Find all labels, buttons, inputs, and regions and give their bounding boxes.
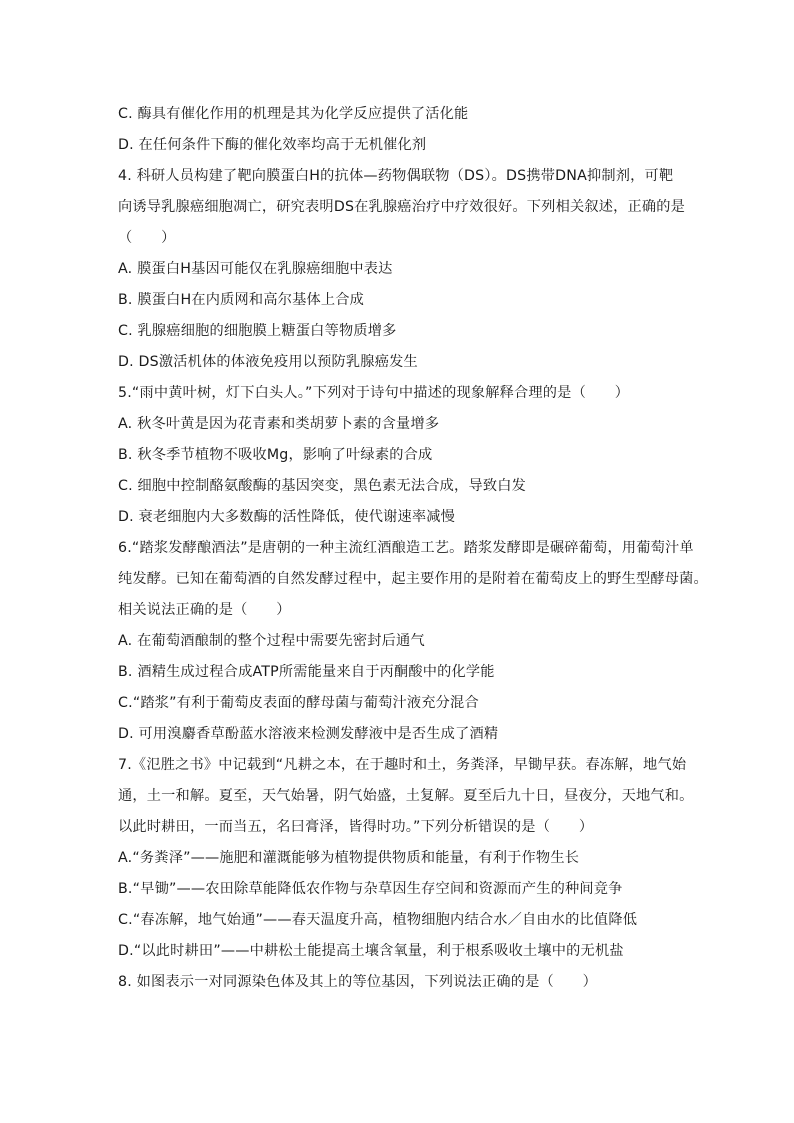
- option-7b: B.“早锄”——农田除草能降低农作物与杂草因生存空间和资源而产生的种间竞争: [118, 881, 623, 897]
- question-4-stem-line-1: 4. 科研人员构建了靶向膜蛋白H的抗体—药物偶联物（DS）。DS携带DNA抑制剂，可靶: [118, 168, 674, 184]
- question-4-answer-bracket: （ ）: [118, 230, 176, 246]
- question-7-stem-line-1: 7.《氾胜之书》中记载到“凡耕之本，在于趣时和土，务粪泽，早锄早获。春冻解，地气始: [118, 757, 687, 773]
- option-3c: C. 酶具有催化作用的机理是其为化学反应提供了活化能: [118, 106, 469, 122]
- option-6d: D. 可用溴麝香草酚蓝水溶液来检测发酵液中是否生成了酒精: [118, 726, 499, 742]
- question-6-stem-line-3: 相关说法正确的是（ ）: [118, 602, 291, 618]
- option-4d: D. DS激活机体的体液免疫用以预防乳腺癌发生: [118, 354, 418, 370]
- option-4a: A. 膜蛋白H基因可能仅在乳腺癌细胞中表达: [118, 261, 393, 277]
- option-4b: B. 膜蛋白H在内质网和高尔基体上合成: [118, 292, 365, 308]
- option-6b: B. 酒精生成过程合成ATP所需能量来自于丙酮酸中的化学能: [118, 664, 495, 680]
- question-6-stem-line-1: 6.“踏浆发酵酿酒法”是唐朝的一种主流红酒酿造工艺。踏浆发酵即是碾碎葡萄，用葡萄汁单: [118, 540, 694, 556]
- option-7d: D.“以此时耕田”——中耕松土能提高土壤含氧量，利于根系吸收土壤中的无机盐: [118, 943, 624, 959]
- question-8-stem: 8. 如图表示一对同源染色体及其上的等位基因，下列说法正确的是（ ）: [118, 974, 598, 990]
- question-4-stem-line-2: 向诱导乳腺癌细胞凋亡，研究表明DS在乳腺癌治疗中疗效很好。下列相关叙述，正确的是: [118, 199, 686, 215]
- question-7-stem-line-2: 通，土一和解。夏至，天气始暑，阴气始盛，土复解。夏至后九十日，昼夜分，天地气和。: [118, 788, 694, 804]
- question-5-stem: 5.“雨中黄叶树，灯下白头人。”下列对于诗句中描述的现象解释合理的是（ ）: [118, 385, 630, 401]
- option-7a: A.“务粪泽”——施肥和灌溉能够为植物提供物质和能量，有利于作物生长: [118, 850, 580, 866]
- option-5b: B. 秋冬季节植物不吸收Mg，影响了叶绿素的合成: [118, 447, 433, 463]
- question-7-stem-line-3: 以此时耕田，一而当五，名曰膏泽，皆得时功。”下列分析错误的是（ ）: [118, 819, 594, 835]
- question-6-stem-line-2: 纯发酵。已知在葡萄酒的自然发酵过程中，起主要作用的是附着在葡萄皮上的野生型酵母菌。: [118, 571, 708, 587]
- option-7c: C.“春冻解，地气始通”——春天温度升高，植物细胞内结合水／自由水的比值降低: [118, 912, 638, 928]
- option-6c: C.“踏浆”有利于葡萄皮表面的酵母菌与葡萄汁液充分混合: [118, 695, 479, 711]
- option-5c: C. 细胞中控制酪氨酸酶的基因突变，黑色素无法合成，导致白发: [118, 478, 526, 494]
- option-5a: A. 秋冬叶黄是因为花青素和类胡萝卜素的含量增多: [118, 416, 440, 432]
- option-4c: C. 乳腺癌细胞的细胞膜上糖蛋白等物质增多: [118, 323, 397, 339]
- option-5d: D. 衰老细胞内大多数酶的活性降低，使代谢速率减慢: [118, 509, 456, 525]
- option-3d: D. 在任何条件下酶的催化效率均高于无机催化剂: [118, 137, 427, 153]
- option-6a: A. 在葡萄酒酿制的整个过程中需要先密封后通气: [118, 633, 425, 649]
